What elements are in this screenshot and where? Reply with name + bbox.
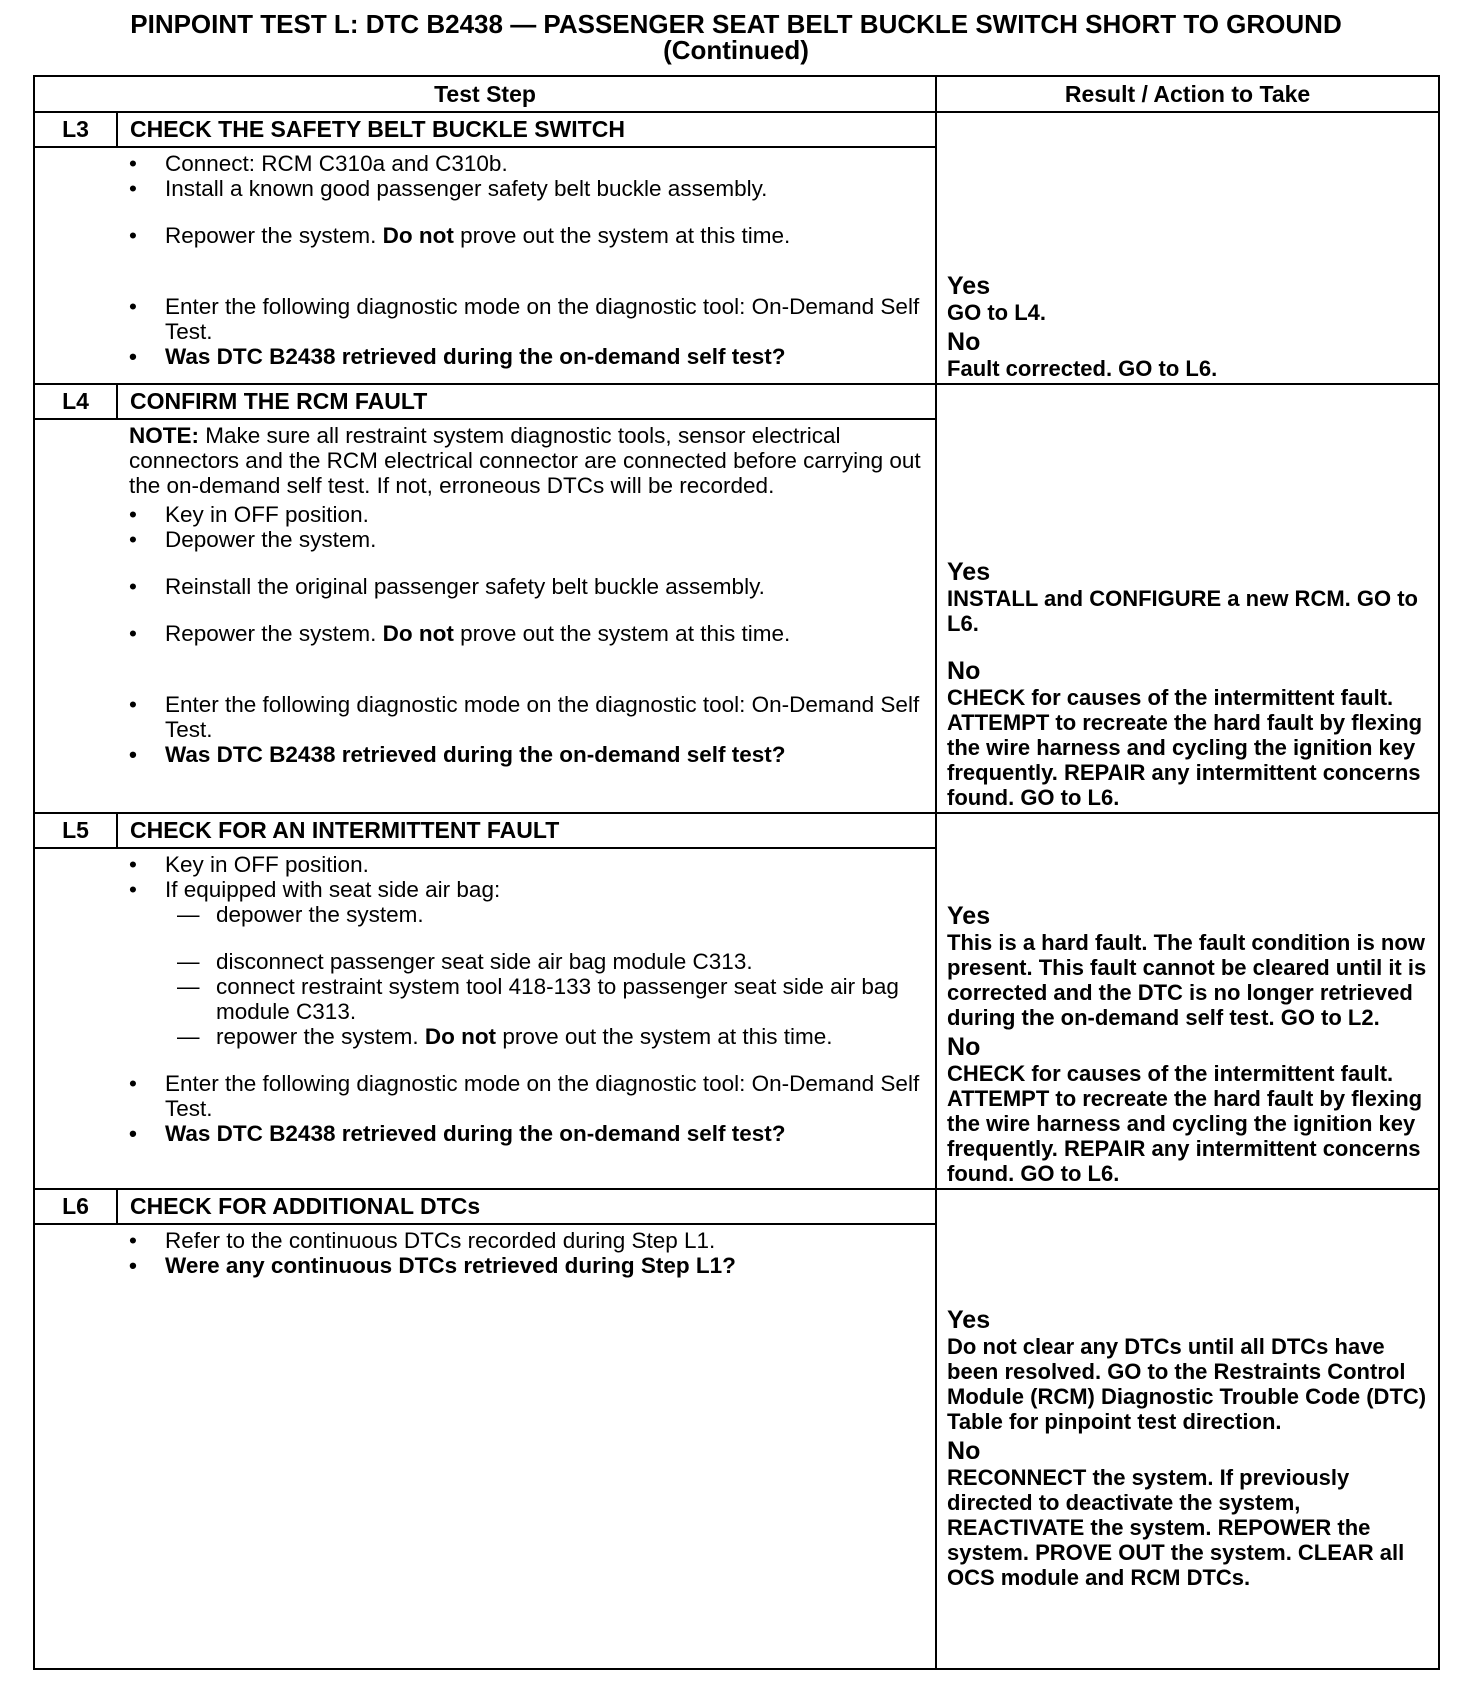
list-item: • Depower the system. xyxy=(129,527,377,552)
list-item: • Repower the system. Do not prove out the system at this time. xyxy=(129,223,791,248)
list-item: • Connect: RCM C310a and C310b. xyxy=(129,151,508,176)
page-subtitle: (Continued) xyxy=(663,35,809,65)
step-heading: CHECK FOR AN INTERMITTENT FAULT xyxy=(117,813,936,848)
note-text: NOTE: Make sure all restraint system diagnostic tools, sensor electrical connectors and the RCM electrical connector are connected before carrying out the on-demand self test. If not, erroneous DTCs will be recorded. xyxy=(129,423,921,498)
list-item: • Install a known good passenger safety belt buckle assembly. xyxy=(129,176,768,201)
step-heading: CONFIRM THE RCM FAULT xyxy=(117,384,936,419)
step-l4-result xyxy=(936,384,1439,813)
header-test-step: Test Step xyxy=(34,76,936,112)
list-item: • Was DTC B2438 retrieved during the on-demand self test? xyxy=(129,1121,786,1146)
list-item: • Repower the system. Do not prove out the system at this time. xyxy=(129,621,791,646)
yes-action: This is a hard fault. The fault condition is now present. This fault cannot be cleared until it is corrected and the DTC is no longer retrieved during the on-demand self test. GO to L2. xyxy=(947,930,1427,1030)
no-action: CHECK for causes of the intermittent fault. ATTEMPT to recreate the hard fault by flexing the wire harness and cycling the ignition key frequently. REPAIR any intermittent concerns found. GO to L6. xyxy=(947,1061,1423,1186)
step-l5-result xyxy=(936,813,1439,1189)
list-item: • Were any continuous DTCs retrieved during Step L1? xyxy=(129,1253,736,1278)
list-item: • Reinstall the original passenger safety belt buckle assembly. xyxy=(129,574,765,599)
sub-list-item: — disconnect passenger seat side air bag module C313. xyxy=(177,949,753,974)
yes-label: Yes xyxy=(947,558,991,586)
yes-action: INSTALL and CONFIGURE a new RCM. GO to L6. xyxy=(947,586,1418,636)
page-title: PINPOINT TEST L: DTC B2438 — PASSENGER SEAT BELT BUCKLE SWITCH SHORT TO GROUND xyxy=(130,9,1342,39)
sub-list-item: — repower the system. Do not prove out the system at this time. xyxy=(177,1024,833,1049)
list-item: • If equipped with seat side air bag: xyxy=(129,877,501,902)
step-id-spacer xyxy=(34,848,117,1189)
step-l3-result xyxy=(936,112,1439,384)
no-label: No xyxy=(947,1436,981,1465)
yes-action: GO to L4. xyxy=(947,300,1047,325)
step-id-spacer xyxy=(34,419,117,813)
list-item: • Refer to the continuous DTCs recorded during Step L1. xyxy=(129,1228,716,1253)
yes-label: Yes xyxy=(947,272,991,300)
list-item: • Was DTC B2438 retrieved during the on-demand self test? xyxy=(129,344,786,369)
step-id-spacer xyxy=(34,147,117,384)
step-heading: CHECK FOR ADDITIONAL DTCs xyxy=(117,1189,936,1224)
list-item: • Enter the following diagnostic mode on the diagnostic tool: On-Demand Self Test. xyxy=(129,1071,920,1121)
list-item: • Enter the following diagnostic mode on the diagnostic tool: On-Demand Self Test. xyxy=(129,294,920,344)
step-l6-result xyxy=(936,1189,1439,1669)
step-l5-body xyxy=(117,848,936,1189)
step-heading: CHECK THE SAFETY BELT BUCKLE SWITCH xyxy=(117,112,936,147)
step-l3-body xyxy=(117,147,936,384)
step-id: L4 xyxy=(34,384,117,419)
step-id-spacer xyxy=(34,1224,117,1669)
step-l3-header-row xyxy=(34,112,1439,147)
sub-list-item: — connect restraint system tool 418-133 to passenger seat side air bag module C313. xyxy=(177,974,899,1024)
no-action: CHECK for causes of the intermittent fault. ATTEMPT to recreate the hard fault by flexing the wire harness and cycling the ignition key frequently. REPAIR any intermittent concerns found. GO to L6. xyxy=(947,685,1423,810)
step-id: L3 xyxy=(34,112,117,147)
list-item: • Key in OFF position. xyxy=(129,852,369,877)
step-l4-body xyxy=(117,419,936,813)
step-id: L6 xyxy=(34,1189,117,1224)
step-id: L5 xyxy=(34,813,117,848)
yes-label: Yes xyxy=(947,1305,991,1334)
header-result-action: Result / Action to Take xyxy=(936,76,1439,112)
sub-list-item: — depower the system. xyxy=(177,902,424,927)
pinpoint-test-table xyxy=(33,75,1440,1670)
no-action: RECONNECT the system. If previously directed to deactivate the system, REACTIVATE the system. REPOWER the system. PROVE OUT the system. CLEAR all OCS module and RCM DTCs. xyxy=(947,1464,1405,1590)
step-l6-body xyxy=(117,1224,936,1669)
no-label: No xyxy=(947,1033,981,1061)
list-item: • Enter the following diagnostic mode on the diagnostic tool: On-Demand Self Test. xyxy=(129,692,920,742)
step-l4-header-row xyxy=(34,384,1439,419)
list-item: • Key in OFF position. xyxy=(129,502,369,527)
step-l5-header-row xyxy=(34,813,1439,848)
no-label: No xyxy=(947,328,981,356)
list-item: • Was DTC B2438 retrieved during the on-demand self test? xyxy=(129,742,786,767)
yes-label: Yes xyxy=(947,902,991,930)
no-label: No xyxy=(947,657,981,685)
no-action: Fault corrected. GO to L6. xyxy=(947,356,1218,381)
step-l6-header-row xyxy=(34,1189,1439,1224)
yes-action: Do not clear any DTCs until all DTCs have been resolved. GO to the Restraints Control Module (RCM) Diagnostic Trouble Code (DTC) Table for pinpoint test direction. xyxy=(947,1333,1427,1434)
